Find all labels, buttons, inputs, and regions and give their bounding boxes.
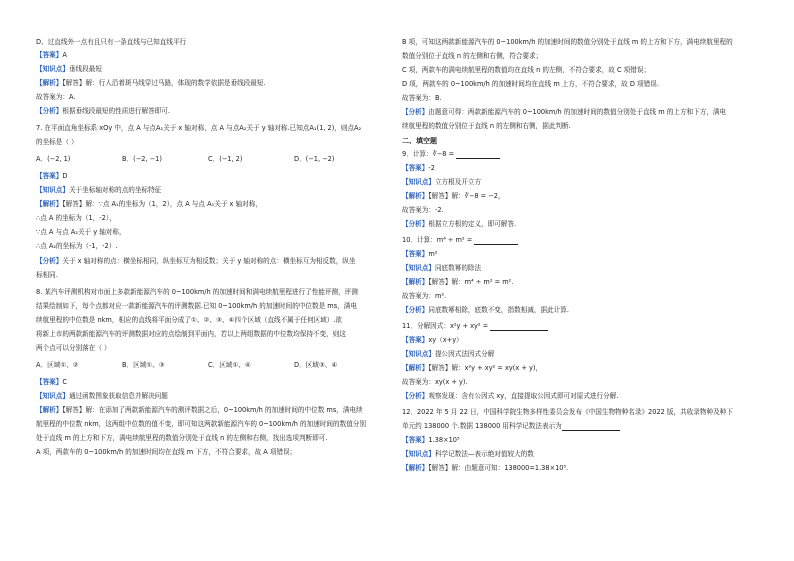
question-8-stem-cont: 结果绘制如下，每个点都对应一款新能源汽车的评测数据.已知 0~100km/h 的加速时间的中位数是 ms，满电	[36, 302, 357, 310]
option-a: A．区域①、②	[36, 361, 79, 369]
knowledge-line	[402, 264, 481, 273]
question-7-stem: 7. 在平面直角坐标系 xOy 中，点 A 与点A₁关于 x 轴对称，点 A 与点A₂关于 y 轴对称.已知点A₁(1, 2)，则点A₂	[36, 124, 362, 132]
analysis-step: ∵点 A 与点 A₂关于 y 轴对称，	[36, 228, 126, 236]
analysis-step: 航里程的中位数 nkm，这两组中位数的值不变，即可知这两款新能源汽车的 0~100km/h 的加速时间的数值分别	[36, 420, 366, 428]
option-b: B．(−2, −1)	[122, 155, 162, 163]
analysis-line	[402, 278, 513, 287]
summary-line	[402, 220, 516, 229]
analysis-text: 【解答】解：在添加了两款新能源汽车的测评数据之后，0~100km/h 的加速时间的中位数 ms，满电续	[62, 406, 363, 414]
answer-blank	[562, 423, 620, 431]
question-11-text: 11．分解因式：x²y + xy² =	[402, 322, 491, 330]
answer-tag: 【答案】	[402, 250, 429, 258]
question-9-stem	[402, 150, 500, 159]
conclusion-line: 故答案为：m².	[402, 292, 447, 300]
analysis-line	[36, 79, 266, 88]
option-c: C．区域①、④	[208, 361, 251, 369]
answer-tag: 【答案】	[402, 436, 429, 444]
answer-tag: 【答案】	[36, 172, 63, 180]
conclusion-line: 故答案为：-2.	[402, 206, 444, 214]
option-a: A．(−2, 1)	[36, 155, 71, 163]
knowledge-text: 关于坐标轴对称的点的坐标特征	[68, 186, 162, 194]
question-12-stem: 12．2022 年 5 月 22 日，中国科学院生物多样性委员会发布《中国生物物种名录》2022 版，共收录物种及种下	[402, 408, 733, 416]
summary-text: 同底数幂相除，底数不变，指数相减，据此计算.	[428, 306, 569, 314]
conclusion-line: 故答案为：xy(x + y).	[402, 378, 468, 386]
analysis-step: 数值分别位于直线 n 的左侧和右侧，符合要求；	[402, 52, 543, 60]
question-9-text: 9．计算：∛−8 =	[402, 150, 457, 158]
question-7-stem-cont: 的坐标是（ ）	[36, 138, 78, 146]
question-10-stem	[402, 236, 518, 245]
section-heading: 二、填空题	[402, 137, 437, 145]
summary-line	[402, 392, 618, 401]
summary-tag: 【分析】	[402, 220, 429, 228]
knowledge-tag: 【知识点】	[36, 65, 69, 73]
option-d: D．(−1, −2)	[294, 155, 335, 163]
analysis-line	[402, 364, 542, 373]
summary-line	[402, 108, 726, 117]
answer-blank	[474, 237, 518, 245]
knowledge-tag: 【知识点】	[36, 392, 69, 400]
analysis-step: ∴点 A₂的坐标为（-1，-2）.	[36, 242, 118, 250]
question-10-text: 10．计算：m⁴ ÷ m² =	[402, 236, 475, 244]
answer-value: -2	[428, 164, 435, 172]
summary-text: 根据立方根的定义，即可解答.	[428, 220, 517, 228]
summary-tag: 【分析】	[402, 392, 429, 400]
knowledge-line	[402, 178, 481, 187]
answer-line	[36, 378, 67, 387]
conclusion-line: 故答案为：B.	[402, 94, 442, 102]
analysis-line	[36, 200, 262, 209]
question-12-text: 单元约 138000 个.数据 138000 用科学记数法表示为	[402, 422, 562, 430]
answer-value: m²	[428, 250, 438, 258]
summary-line	[36, 107, 170, 116]
analysis-tag: 【解析】	[36, 406, 63, 414]
answer-tag: 【答案】	[402, 336, 429, 344]
analysis-text: 【解答】解：∛−8 = −2，	[428, 192, 505, 200]
answer-blank	[456, 151, 500, 159]
question-7-options	[36, 155, 380, 164]
knowledge-line	[36, 392, 168, 401]
summary-text: 由题意可得：两款新能源汽车的 0~100km/h 的加速时间的数值分别处于直线 m 的上方和下方，满电	[428, 108, 727, 116]
question-8-stem-cont: 将新上市的两款新能源汽车的评测数据对应的点绘制到平面内，若以上两组数据的中位数均保持不变，则这	[36, 330, 346, 338]
analysis-text: 【解答】解：x²y + xy² = xy(x + y)，	[428, 364, 543, 372]
question-12-stem-cont	[402, 422, 620, 431]
answer-line	[36, 51, 67, 60]
analysis-tag: 【解析】	[36, 200, 63, 208]
knowledge-line	[402, 350, 494, 359]
answer-tag: 【答案】	[402, 164, 429, 172]
option-d-text: D、过直线外一点有且只有一条直线与已知直线平行	[36, 38, 187, 46]
analysis-tag: 【解析】	[36, 79, 63, 87]
knowledge-tag: 【知识点】	[36, 186, 69, 194]
analysis-tag: 【解析】	[402, 192, 429, 200]
summary-line-cont: 标相同.	[36, 271, 58, 279]
answer-tag: 【答案】	[36, 51, 63, 59]
analysis-tag: 【解析】	[402, 278, 429, 286]
option-d: D．区域③、④	[294, 361, 338, 369]
summary-text: 观察发现：含有公因式 xy，直接提取公因式即可对原式进行分解.	[428, 392, 619, 400]
analysis-text: 【解答】解：m⁴ ÷ m² = m².	[428, 278, 514, 286]
answer-line	[36, 172, 67, 181]
analysis-text: 【解答】解：行人沿着斑马线穿过马路，体现的数学依据是垂线段最短.	[62, 79, 266, 87]
analysis-step: 处于直线 m 的上方和下方，满电续航里程的数值分别处于直线 n 的左侧和右侧，找出选项判断即可.	[36, 434, 328, 442]
knowledge-line	[36, 186, 161, 195]
analysis-text: 【解答】解：∵点 A₁的坐标为（1，2），点 A 与点 A₁关于 x 轴对称，	[62, 200, 262, 208]
summary-text: 根据垂线段最短的性质进行解答即可.	[62, 107, 170, 115]
analysis-line	[402, 192, 505, 201]
option-b: B．区域①、③	[122, 361, 165, 369]
analysis-line	[402, 464, 568, 473]
knowledge-line	[36, 65, 102, 74]
knowledge-text: 垂线段最短	[68, 65, 102, 73]
answer-line	[402, 336, 463, 345]
knowledge-tag: 【知识点】	[402, 450, 435, 458]
knowledge-tag: 【知识点】	[402, 264, 435, 272]
answer-value: 1.38×10⁵	[428, 436, 460, 444]
answer-value: A	[62, 51, 67, 59]
answer-value: D	[62, 172, 68, 180]
summary-line	[36, 257, 356, 266]
answer-line	[402, 436, 460, 445]
answer-line	[402, 250, 437, 259]
summary-line	[402, 306, 569, 315]
analysis-text: 【解答】解：由题意可知：138000=1.38×10⁵.	[428, 464, 569, 472]
analysis-step: ∴点 A 的坐标为（1，-2），	[36, 214, 116, 222]
analysis-step: D 项，两款车的 0~100km/h 的加速时间均在直线 m 上方，不符合要求，故 D 项错误.	[402, 80, 659, 88]
summary-tag: 【分析】	[36, 257, 63, 265]
answer-line	[402, 164, 435, 173]
summary-text: 关于 x 轴对称的点：横坐标相同，纵坐标互为相反数；关于 y 轴对称的点：横坐标互为相反数，纵坐	[62, 257, 356, 265]
summary-line-cont: 续航里程的数值分别位于直线 n 的左侧和右侧，据此判断.	[402, 122, 571, 130]
summary-tag: 【分析】	[402, 306, 429, 314]
option-c: C．(−1, 2)	[208, 155, 243, 163]
answer-value: xy（x+y）	[428, 336, 463, 344]
knowledge-text: 立方根及开立方	[434, 178, 482, 186]
analysis-step: C 项，两款车的满电续航里程的数值均在直线 n 的左侧，不符合要求，故 C 项错误；	[402, 66, 651, 74]
answer-tag: 【答案】	[36, 378, 63, 386]
summary-tag: 【分析】	[36, 107, 63, 115]
knowledge-line	[402, 450, 534, 459]
analysis-step: A 项，两款车的 0~100km/h 的加速时间均在直线 m 下方，不符合要求，故 A 项错误；	[36, 448, 297, 456]
answer-value: C	[62, 378, 67, 386]
conclusion-line: 故答案为：A.	[36, 93, 76, 101]
knowledge-tag: 【知识点】	[402, 178, 435, 186]
analysis-tag: 【解析】	[402, 464, 429, 472]
knowledge-tag: 【知识点】	[402, 350, 435, 358]
knowledge-text: 同底数幂的除法	[434, 264, 482, 272]
question-8-stem-cont: 续航里程的中位数是 nkm，相应的直线将平面分成了①、②、③、④四个区域（直线不属于任何区域）.欲	[36, 316, 343, 324]
question-8-stem: 8. 某汽车评测机构对市面上多款新能源汽车的 0~100km/h 的加速时间和满电续航里程进行了性能评测，评测	[36, 288, 358, 296]
answer-blank	[490, 323, 548, 331]
knowledge-text: 通过函数图象获取信息并解决问题	[68, 392, 168, 400]
analysis-line	[36, 406, 363, 415]
question-8-stem-cont: 两个点可以分别落在（ ）	[36, 344, 111, 352]
question-11-stem	[402, 322, 548, 331]
knowledge-text: 提公因式法因式分解	[434, 350, 495, 358]
analysis-step: B 项，可知这两款新能源汽车的 0~100km/h 的加速时间的数值分别处于直线 m 的上方和下方，满电续航里程的	[402, 38, 733, 46]
analysis-tag: 【解析】	[402, 364, 429, 372]
question-8-options	[36, 361, 380, 370]
summary-tag: 【分析】	[402, 108, 429, 116]
knowledge-text: 科学记数法—表示绝对值较大的数	[434, 450, 534, 458]
